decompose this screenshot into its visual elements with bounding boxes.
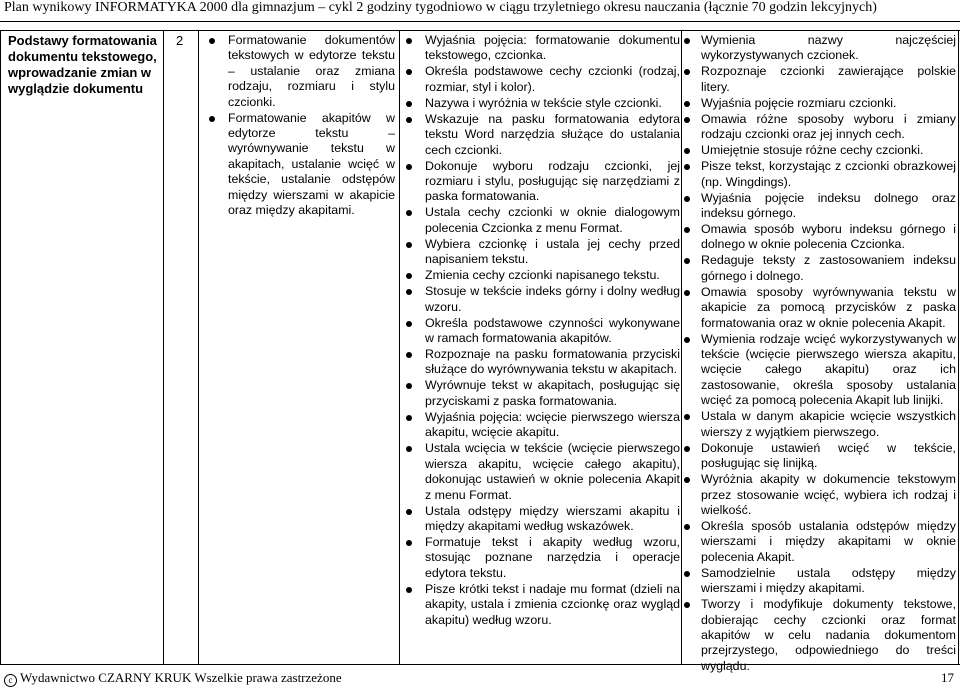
list-item: Redaguje teksty z zastosowaniem indeksu górnego i dolnego. (684, 253, 956, 284)
bullet-icon (684, 117, 690, 123)
table-border-top (0, 30, 960, 31)
page-footer (4, 670, 956, 686)
list-item: Dokonuje wyboru rodzaju czcionki, jej rozmiaru i stylu, posługując się narzędziami z paska formatowania. (402, 159, 680, 205)
bullet-icon (684, 164, 690, 170)
bullet-icon (684, 101, 690, 107)
bullet-icon (684, 69, 690, 75)
bullet-icon (406, 101, 412, 107)
copyright-icon: c (4, 674, 17, 687)
learning-plan-table (0, 30, 960, 673)
bullet-icon (406, 210, 412, 216)
list-item: Zmienia cechy czcionki napisanego tekstu. (402, 268, 680, 283)
bullet-icon (684, 602, 690, 608)
bullet-icon (406, 509, 412, 515)
bullet-icon (406, 289, 412, 295)
list-item: Wymienia nazwy najczęściej wykorzystywanych czcionek. (684, 33, 956, 64)
list-item: Samodzielnie ustala odstępy między wierszami i między akapitami. (684, 566, 956, 597)
bullet-icon (684, 258, 690, 264)
list-item: Formatuje tekst i akapity według wzoru, stosując poznane narzędzia i operacje edytora tekstu. (402, 535, 680, 581)
list-item: Wyrównuje tekst w akapitach, posługując się przyciskami z paska formatowania. (402, 378, 680, 409)
list-item: Ustala odstępy między wierszami akapitu i między akapitami według wskazówek. (402, 504, 680, 535)
list-item: Ustala w danym akapicie wcięcie wszystkich wierszy z wyjątkiem pierwszego. (684, 409, 956, 440)
bullet-icon (406, 540, 412, 546)
list-item: Określa podstawowe czynności wykonywane w ramach formatowania akapitów. (402, 316, 680, 347)
list-item: Ustala wcięcia w tekście (wcięcie pierwszego wiersza akapitu, wcięcie całego akapitu), dokonując ustawień w oknie polecenia Akapit z menu Format. (402, 441, 680, 503)
topic-cell: Podstawy formatowania dokumentu tekstowego, wprowadzanie zmian w wyglądzie dokumentu (8, 33, 157, 96)
hours-cell: 2 (176, 33, 184, 48)
list-item: Wyróżnia akapity w dokumencie tekstowym przez stosowanie wcięć, wybiera ich rodzaj i wielkość. (684, 472, 956, 518)
table-divider-3 (399, 30, 400, 664)
list-item: Nazywa i wyróżnia w tekście style czcionki. (402, 96, 680, 111)
list-item: Omawia sposób wyboru indeksu górnego i dolnego w oknie polecenia Czcionka. (684, 222, 956, 253)
bullet-icon (684, 446, 690, 452)
bullet-icon (684, 524, 690, 530)
bullet-icon (406, 446, 412, 452)
list-item: Pisze krótki tekst i nadaje mu format (dzieli na akapity, ustala i zmienia czcionkę oraz wygląd akapitu) według wzoru. (402, 582, 680, 628)
list-item: Wyjaśnia pojęcia: formatowanie dokumentu tekstowego, czcionka. (402, 33, 680, 64)
bullet-icon (406, 38, 412, 44)
list-item: Dokonuje ustawień wcięć w tekście, posługując się linijką. (684, 441, 956, 472)
table-border-left (0, 30, 1, 664)
bullet-icon (406, 321, 412, 327)
list-item: Wyjaśnia pojęcie indeksu dolnego oraz indeksu górnego. (684, 191, 956, 222)
list-item: Rozpoznaje czcionki zawierające polskie litery. (684, 64, 956, 95)
list-item: Określa sposób ustalania odstępów między wierszami i między akapitami w oknie polecenia Akapit. (684, 519, 956, 565)
running-head: Plan wynikowy INFORMATYKA 2000 dla gimnazjum – cykl 2 godziny tygodniowo w ciągu trzyletniego okresu nauczania (łącznie 70 godzin lekcyjnych) (4, 0, 877, 15)
bullet-icon (406, 415, 412, 421)
bullet-icon (406, 69, 412, 75)
lesson-topics-cell (205, 33, 395, 219)
table-border-right (958, 30, 959, 664)
list-item: Rozpoznaje na pasku formatowania przyciski służące do wyrównywania tekstu w akapitach. (402, 347, 680, 378)
bullet-icon (406, 587, 412, 593)
bullet-icon (684, 571, 690, 577)
basic-requirements-cell (402, 33, 680, 629)
list-item: Wybiera czcionkę i ustala jej cechy przed napisaniem tekstu. (402, 237, 680, 268)
list-item: Wymienia rodzaje wcięć wykorzystywanych w tekście (wcięcie pierwszego wiersza akapitu, wcięcie całego akapitu) oraz ich zastosowanie, określa sposoby ustalania wcięć za pomocą polecenia Akapit lub linijki. (684, 332, 956, 409)
bullet-icon (406, 273, 412, 279)
list-item: Formatowanie akapitów w edytorze tekstu – wyrównywanie tekstu w akapitach, ustalanie wcięć w tekście, ustalanie odstępów między wierszami w akapicie oraz między akapitami. (205, 111, 395, 219)
page-number: 17 (941, 670, 954, 685)
table-divider-4 (681, 30, 682, 664)
bullet-icon (684, 414, 690, 420)
footer-rule (0, 664, 960, 665)
bullet-icon (684, 38, 690, 44)
bullet-icon (684, 290, 690, 296)
bullet-icon (406, 352, 412, 358)
list-item: Stosuje w tekście indeks górny i dolny według wzoru. (402, 284, 680, 315)
bullet-icon (684, 148, 690, 154)
bullet-icon (209, 116, 215, 122)
list-item: Tworzy i modyfikuje dokumenty tekstowe, dobierając cechy czcionki oraz format akapitów w celu nadania dokumentom przejrzystego, odpowiedniego do treści wyglądu. (684, 597, 956, 674)
list-item: Omawia różne sposoby wyboru i zmiany rodzaju czcionki oraz jej innych cech. (684, 112, 956, 143)
bullet-icon (406, 117, 412, 123)
list-item: Ustala cechy czcionki w oknie dialogowym polecenia Czcionka z menu Format. (402, 205, 680, 236)
bullet-icon (406, 164, 412, 170)
list-item: Wskazuje na pasku formatowania edytora tekstu Word narzędzia służące do ustalania cech czcionki. (402, 112, 680, 158)
bullet-icon (684, 196, 690, 202)
extended-requirements-cell (684, 33, 956, 675)
bullet-icon (406, 242, 412, 248)
table-divider-2 (198, 30, 199, 664)
bullet-icon (406, 383, 412, 389)
list-item: Wyjaśnia pojęcia: wcięcie pierwszego wiersza akapitu, wcięcie akapitu. (402, 410, 680, 441)
bullet-icon (684, 337, 690, 343)
list-item: Formatowanie dokumentów tekstowych w edytorze tekstu – ustalanie oraz zmiana rodzaju, rozmiaru i stylu czcionki. (205, 33, 395, 110)
bullet-icon (209, 38, 215, 44)
copyright-text: Wydawnictwo CZARNY KRUK Wszelkie prawa zastrzeżone (20, 670, 342, 685)
list-item: Określa podstawowe cechy czcionki (rodzaj, rozmiar, styl i kolor). (402, 64, 680, 95)
table-divider-1 (163, 30, 164, 664)
list-item: Omawia sposoby wyrównywania tekstu w akapicie za pomocą przycisków z paska formatowania oraz w oknie polecenia Akapit. (684, 285, 956, 331)
bullet-icon (684, 227, 690, 233)
list-item: Pisze tekst, korzystając z czcionki obrazkowej (np. Wingdings). (684, 159, 956, 190)
header-rule (0, 21, 960, 22)
bullet-icon (684, 477, 690, 483)
list-item: Umiejętnie stosuje różne cechy czcionki. (684, 143, 956, 158)
list-item: Wyjaśnia pojęcie rozmiaru czcionki. (684, 96, 956, 111)
